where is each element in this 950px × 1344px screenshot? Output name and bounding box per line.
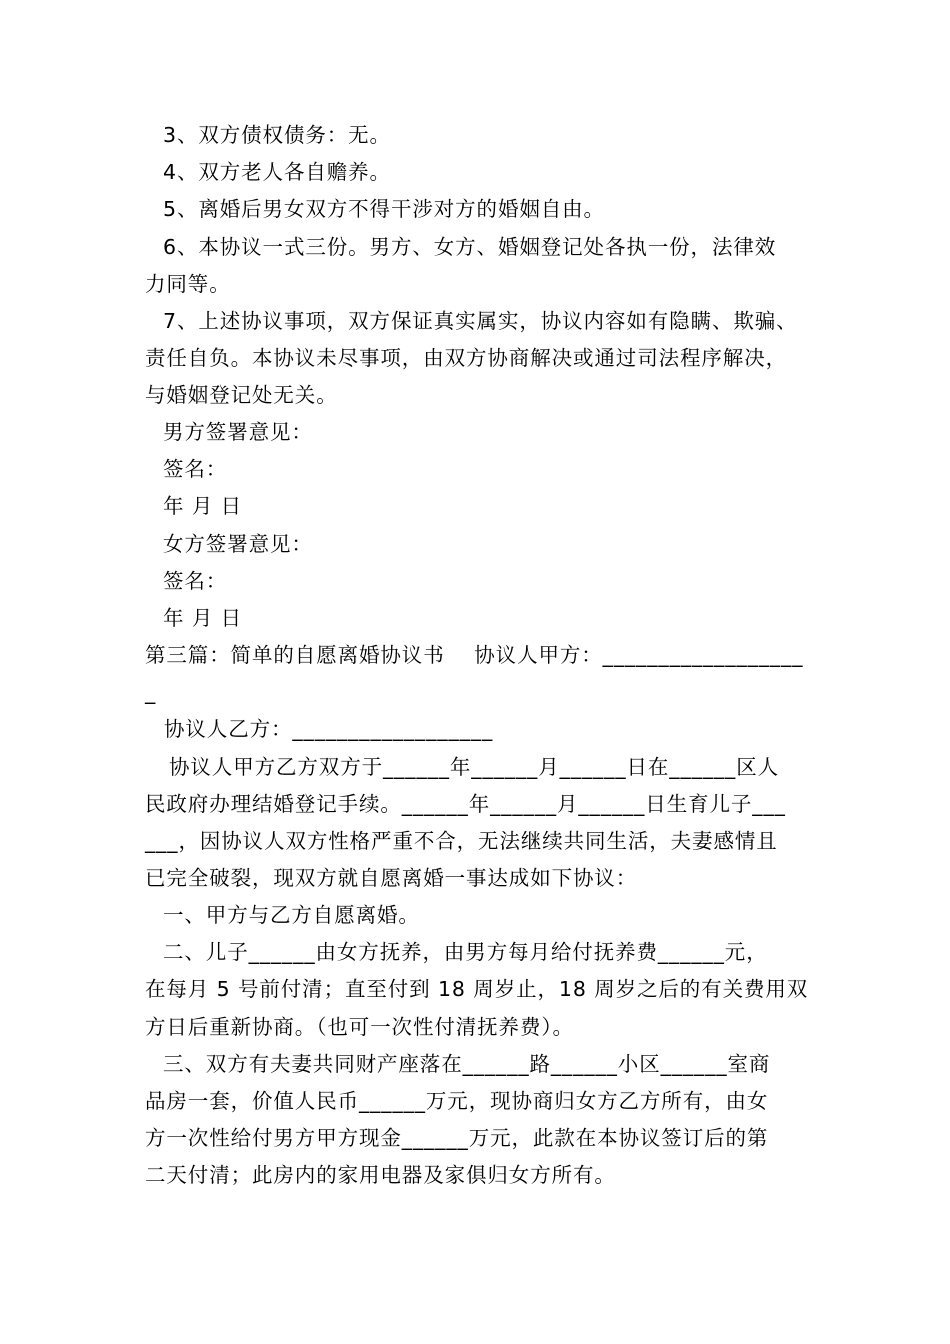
agreement-item-2-line-2: 在每月 5 号前付清；直至付到 18 周岁止，18 周岁之后的有关费用双 [145, 977, 809, 1001]
clause-5: 5、离婚后男女双方不得干涉对方的婚姻自由。 [163, 197, 605, 221]
clause-6-line-1: 6、本协议一式三份。男方、女方、婚姻登记处各执一份，法律效 [163, 235, 777, 259]
clause-7-line-2: 责任自负。本协议未尽事项，由双方协商解决或通过司法程序解决， [145, 346, 787, 370]
clause-7-line-3: 与婚姻登记处无关。 [145, 383, 338, 407]
female-signature-name: 签名： [163, 569, 228, 593]
section-3-heading-overflow: _ [145, 680, 157, 704]
clause-3: 3、双方债权债务：无。 [163, 123, 391, 147]
agreement-item-3-line-4: 二天付清；此房内的家用电器及家俱归女方所有。 [145, 1163, 616, 1187]
agreement-item-3-line-1: 三、双方有夫妻共同财产座落在______路______小区______室商 [163, 1052, 771, 1076]
intro-line-3: ___，因协议人双方性格严重不合，无法继续共同生活，夫妻感情且 [145, 829, 778, 853]
intro-line-4: 已完全破裂，现双方就自愿离婚一事达成如下协议： [145, 866, 638, 890]
female-signature-opinion: 女方签署意见： [163, 532, 313, 556]
clause-4: 4、双方老人各自赡养。 [163, 160, 391, 184]
male-signature-opinion: 男方签署意见： [163, 420, 313, 444]
male-signature-date: 年 月 日 [163, 494, 243, 518]
agreement-item-1: 一、甲方与乙方自愿离婚。 [163, 903, 420, 927]
clause-7-line-1: 7、上述协议事项，双方保证真实属实，协议内容如有隐瞒、欺骗、 [163, 309, 798, 333]
agreement-item-2-line-1: 二、儿子______由女方抚养，由男方每月给付抚养费______元， [163, 940, 768, 964]
male-signature-name: 签名： [163, 457, 228, 481]
intro-line-2: 民政府办理结婚登记手续。______年______月______日生育儿子___ [145, 792, 786, 816]
female-signature-date: 年 月 日 [163, 606, 243, 630]
agreement-item-3-line-2: 品房一套，价值人民币______万元，现协商归女方乙方所有，由女 [145, 1089, 769, 1113]
agreement-item-2-line-3: 方日后重新协商。（也可一次性付清抚养费）。 [145, 1015, 574, 1039]
agreement-item-3-line-3: 方一次性给付男方甲方现金______万元，此款在本协议签订后的第 [145, 1126, 769, 1150]
party-b-line: 协议人乙方：__________________ [164, 717, 494, 741]
intro-line-1: 协议人甲方乙方双方于______年______月______日在______区人 [169, 755, 779, 779]
section-3-heading: 第三篇：简单的自愿离婚协议书 协议人甲方：__________________ [145, 643, 804, 667]
clause-6-line-2: 力同等。 [145, 272, 231, 296]
